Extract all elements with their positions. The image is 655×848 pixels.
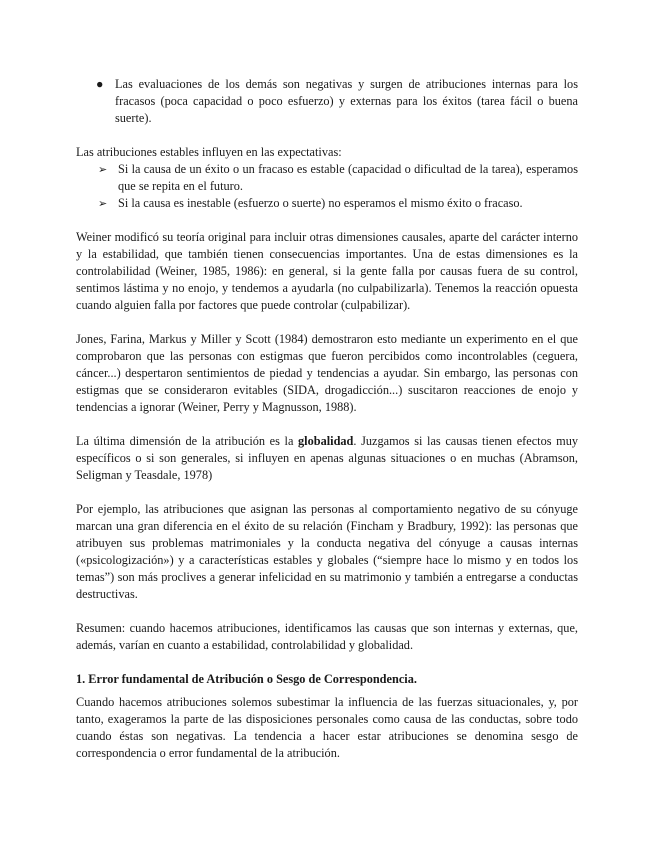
jones-paragraph: Jones, Farina, Markus y Miller y Scott (1984) demostraron esto mediante un experimento en el que comprobaron que las personas con estigmas que fueron percibidos como incontrolables (ceguera, cáncer...) despertaron sentimientos de piedad y tendencias a ayudar. Sin embargo, las personas con estigmas que se consideraron evitables (SIDA, drogadicción...) suscitaron reacciones de enojo y tendencias a ignorar (Weiner, Perry y Magnusson, 1988). [76, 332, 578, 414]
summary-paragraph: Resumen: cuando hacemos atribuciones, identificamos las causas que son internas y externas, que, además, varían en cuanto a estabilidad, controlabilidad y globalidad. [76, 621, 578, 652]
globality-text-after: . Juzgamos si las causas tienen efectos muy específicos o si son generales, si influyen en apenas algunas situaciones o en muchas (Abramson, Seligman y Teasdale, 1978) [76, 434, 578, 482]
globality-term: globalidad [298, 434, 354, 448]
document-page [76, 76, 578, 762]
section-heading: 1. Error fundamental de Atribución o Sesgo de Correspondencia. [76, 672, 417, 686]
stable-attributions-section [76, 144, 578, 212]
weiner-paragraph: Weiner modificó su teoría original para incluir otras dimensiones causales, aparte del carácter interno y la estabilidad, que también tienen consecuencias importantes. Una de estas dimensiones es la controlabilidad (Weiner, 1985, 1986): en general, si la gente falla por causas fuera de su control, sentimos lástima y no enojo, y tendemos a ayudarla (no culpabilizarla). Tenemos la reacción opuesta cuando alguien falla por factores que puede controlar (culpabilizar). [76, 230, 578, 312]
example-paragraph: Por ejemplo, las atribuciones que asignan las personas al comportamiento negativo de su cónyuge marcan una gran diferencia en el éxito de su relación (Fincham y Bradbury, 1992): las personas que atribuyen sus problemas matrimoniales y la conducta negativa del cónyuge a causas internas («psicologización») y a características estables y globales (“siempre hace lo mismo y en todos los temas”) son más proclives a generar infelicidad en su matrimonio y también a entregarse a conductas destructivas. [76, 502, 578, 601]
arrow-bullet-icon: ➢ [98, 197, 108, 210]
globality-paragraph [76, 433, 578, 484]
arrow-list [76, 161, 578, 212]
section-body: Cuando hacemos atribuciones solemos subestimar la influencia de las fuerzas situacionales, y, por tanto, exageramos la parte de las disposiciones personales como causa de las conductas, sobre todo cuando éstas son negativas. La tendencia a hacer estar atribuciones se denomina sesgo de correspondencia o error fundamental de la atribución. [76, 695, 578, 760]
list-item [76, 161, 578, 195]
arrow-item-text: Si la causa es inestable (esfuerzo o suerte) no esperamos el mismo éxito o fracaso. [118, 196, 523, 210]
stable-intro: Las atribuciones estables influyen en las expectativas: [76, 145, 342, 159]
globality-text-before: La última dimensión de la atribución es la [76, 434, 299, 448]
list-item [76, 195, 578, 212]
arrow-bullet-icon: ➢ [98, 163, 108, 176]
bullet-icon: ● [96, 77, 104, 91]
bullet-list [76, 76, 578, 127]
bullet-text: Las evaluaciones de los demás son negativas y surgen de atribuciones internas para los fracasos (poca capacidad o poco esfuerzo) y externas para los éxitos (tarea fácil o buena suerte). [115, 77, 578, 125]
list-item [76, 76, 578, 127]
arrow-item-text: Si la causa de un éxito o un fracaso es estable (capacidad o dificultad de la tarea), esperamos que se repita en el futuro. [118, 162, 578, 193]
